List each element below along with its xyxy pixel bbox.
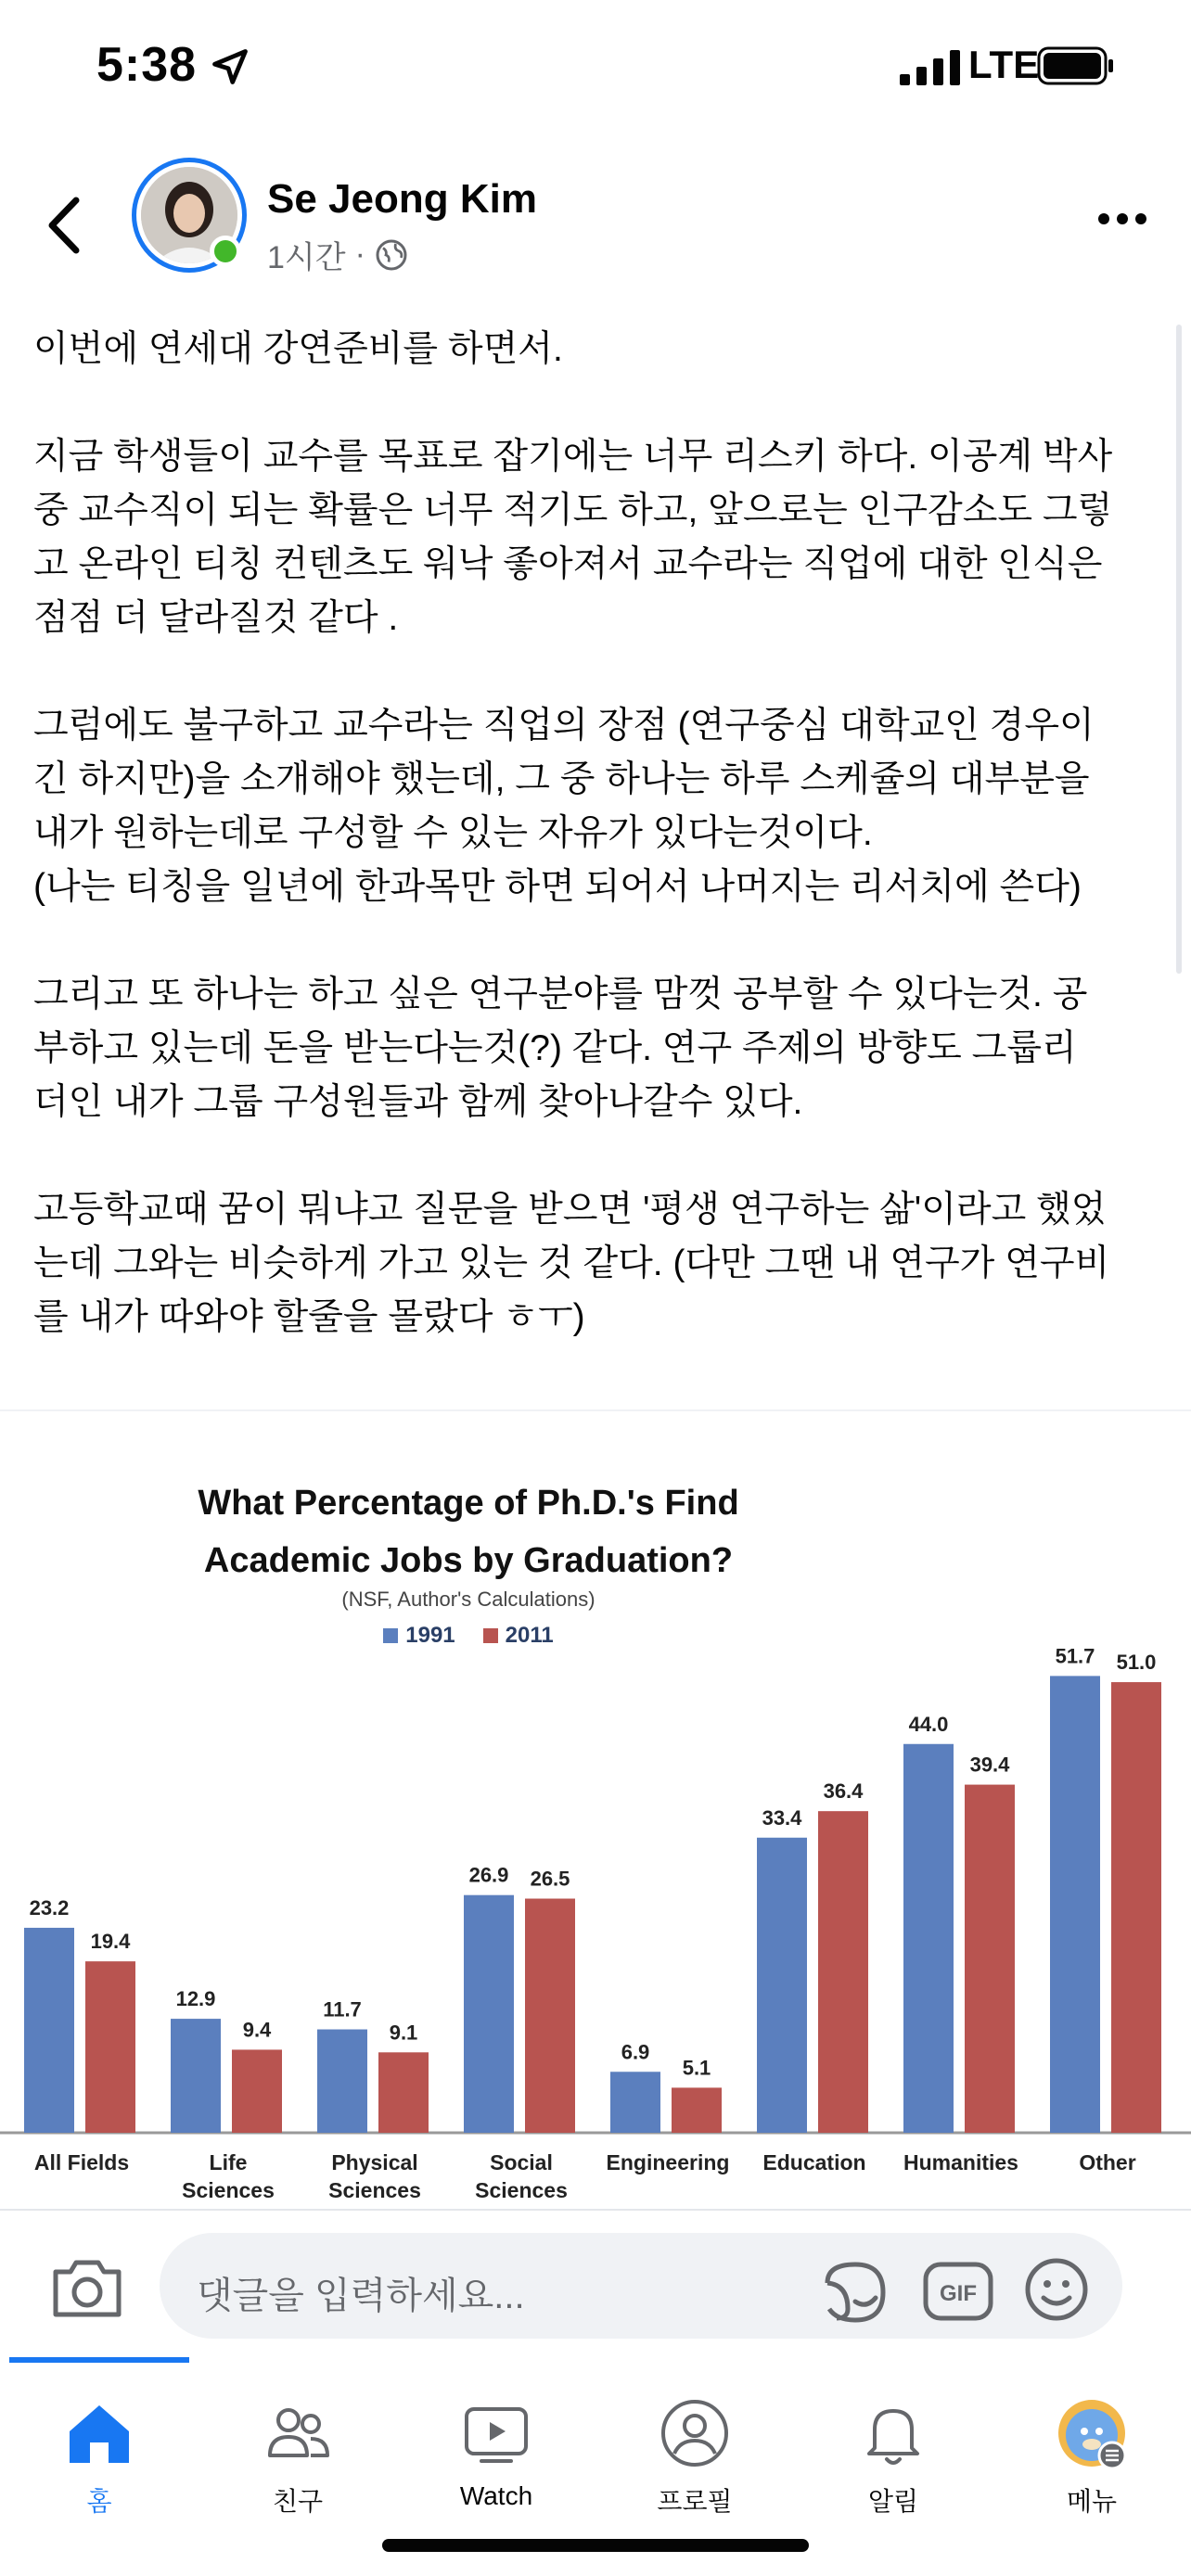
data-label-1991-4: 6.9	[621, 2040, 650, 2064]
post-text-line: 부하고 있는데 돈을 받는다는것(?) 같다. 연구 주제의 방향도 그룹리	[33, 1028, 1077, 1068]
tab-label-profile: 프로필	[657, 2487, 733, 2516]
status-bar	[0, 0, 1191, 130]
post-image-chart[interactable]	[0, 1428, 1191, 2207]
data-label-2011-1: 9.4	[242, 2018, 272, 2042]
legend-label-2011: 2011	[505, 1623, 554, 1648]
data-label-1991-7: 51.7	[1055, 1644, 1095, 1668]
location-arrow-icon	[210, 46, 250, 87]
post-text-line: (나는 티칭을 일년에 한과목만 하면 되어서 나머지는 리서치에 쓴다)	[33, 867, 1082, 907]
home-indicator	[382, 2539, 809, 2552]
post-meta	[267, 232, 408, 277]
bar-2011-4	[672, 2087, 722, 2133]
bar-2011-5	[818, 1811, 868, 2133]
tab-label-notifications: 알림	[867, 2487, 919, 2516]
tab-friends[interactable]	[198, 2379, 397, 2516]
bar-2011-2	[378, 2052, 429, 2133]
tab-label-watch: Watch	[459, 2481, 533, 2510]
bar-2011-0	[85, 1961, 135, 2133]
tab-notifications[interactable]	[794, 2379, 992, 2516]
post-divider	[0, 1409, 1191, 1411]
active-tab-indicator	[9, 2357, 189, 2363]
watch-icon	[459, 2396, 533, 2470]
category-label-6: Humanities	[903, 2150, 1018, 2174]
status-time: 5:38	[96, 38, 198, 92]
post-text-line: 지금 학생들이 교수를 목표로 잡기에는 너무 리스키 하다. 이공계 박사	[33, 437, 1113, 477]
bar-1991-1	[171, 2019, 221, 2133]
bar-1991-7	[1050, 1676, 1100, 2133]
data-label-2011-5: 36.4	[823, 1779, 864, 1804]
category-label-3: Sciences	[475, 2178, 568, 2202]
post-text-line: 긴 하지만)을 소개해야 했는데, 그 중 하나는 하루 스케쥴의 대부분을	[33, 759, 1090, 799]
scroll-indicator	[1176, 325, 1182, 974]
data-label-2011-6: 39.4	[969, 1753, 1010, 1777]
paragraph-gap	[33, 1129, 1165, 1183]
data-label-1991-5: 33.4	[762, 1805, 802, 1830]
bar-1991-3	[464, 1895, 514, 2133]
category-label-1: Sciences	[182, 2178, 275, 2202]
bar-chart	[0, 1428, 1191, 2207]
data-label-1991-1: 12.9	[175, 1987, 216, 2011]
post-text-line: 점점 더 달라질것 같다 .	[33, 598, 399, 638]
post-text-line: 를 내가 따와야 할줄을 몰랐다 ㅎㅜ)	[33, 1297, 585, 1337]
post-text-line: 이번에 연세대 강연준비를 하면서.	[33, 329, 563, 369]
chart-title-line-2: Academic Jobs by Graduation?	[203, 1541, 734, 1580]
cellular-signal-icon	[900, 48, 967, 85]
bar-1991-6	[903, 1744, 954, 2133]
post-text-line: 고등학교때 꿈이 뭐냐고 질문을 받으면 '평생 연구하는 삶'이라고 했었	[33, 1190, 1107, 1230]
friends-icon	[261, 2396, 335, 2470]
category-label-1: Life	[209, 2150, 248, 2174]
bar-2011-6	[965, 1785, 1015, 2133]
chart-title-line-1: What Percentage of Ph.D.'s Find	[198, 1484, 739, 1523]
post-header	[0, 158, 1191, 287]
data-label-2011-2: 9.1	[389, 2021, 418, 2045]
post-text-line: 고 온라인 티칭 컨텐츠도 워낙 좋아져서 교수라는 직업에 대한 인식은	[33, 544, 1103, 584]
category-label-7: Other	[1079, 2150, 1136, 2174]
tab-menu[interactable]	[992, 2379, 1191, 2516]
data-label-2011-7: 51.0	[1116, 1651, 1157, 1675]
category-label-4: Engineering	[606, 2150, 730, 2174]
category-label-5: Education	[762, 2150, 866, 2174]
data-label-1991-6: 44.0	[908, 1712, 949, 1736]
author-name[interactable]: Se Jeong Kim	[267, 176, 537, 222]
bar-1991-4	[610, 2072, 660, 2133]
tab-label-friends: 친구	[272, 2487, 324, 2516]
home-icon	[62, 2396, 136, 2470]
sticker-icon[interactable]	[820, 2257, 890, 2327]
bar-1991-0	[24, 1928, 74, 2133]
tab-label-home: 홈	[86, 2487, 112, 2516]
emoji-icon[interactable]	[1024, 2257, 1089, 2322]
category-label-3: Social	[490, 2150, 553, 2174]
profile-icon	[658, 2396, 732, 2470]
back-arrow-icon[interactable]	[43, 193, 87, 258]
bar-2011-3	[525, 1899, 575, 2134]
camera-icon[interactable]	[50, 2255, 124, 2320]
post-time: 1시간	[267, 240, 346, 275]
globe-icon	[375, 238, 408, 272]
data-label-2011-3: 26.5	[530, 1867, 570, 1891]
bar-2011-7	[1111, 1682, 1161, 2133]
bar-2011-1	[232, 2049, 282, 2133]
post-text-line: 그리고 또 하나는 하고 싶은 연구분야를 맘껏 공부할 수 있다는것. 공	[33, 975, 1088, 1014]
tab-label-menu: 메뉴	[1066, 2487, 1118, 2516]
online-status-indicator	[210, 236, 241, 267]
data-label-2011-0: 19.4	[90, 1930, 131, 1954]
network-type: LTE	[968, 43, 1040, 86]
paragraph-gap	[33, 914, 1165, 968]
more-options-icon[interactable]	[1096, 210, 1148, 228]
category-label-0: All Fields	[33, 2150, 130, 2174]
comment-bar	[0, 2209, 1191, 2359]
paragraph-gap	[33, 376, 1165, 430]
tab-profile[interactable]	[596, 2379, 794, 2516]
post-text-line: 는데 그와는 비슷하게 가고 있는 것 같다. (다만 그땐 내 연구가 연구비	[33, 1243, 1110, 1283]
menu-avatar-icon	[1055, 2396, 1129, 2470]
legend-label-1991: 1991	[405, 1623, 455, 1648]
data-label-1991-3: 26.9	[468, 1863, 509, 1887]
category-label-2: Sciences	[328, 2178, 421, 2202]
category-label-2: Physical	[331, 2150, 418, 2174]
post-text-line: 내가 원하는데로 구성할 수 있는 자유가 있다는것이다.	[33, 813, 873, 853]
meta-separator: ·	[354, 236, 365, 272]
tab-home[interactable]	[0, 2379, 198, 2516]
battery-icon	[1037, 46, 1115, 85]
post-body	[33, 323, 1165, 1345]
post-text-line: 그럼에도 불구하고 교수라는 직업의 장점 (연구중심 대학교인 경우이	[33, 706, 1095, 746]
svg-text:GIF: GIF	[940, 2281, 977, 2306]
tab-watch[interactable]	[397, 2379, 596, 2509]
data-label-1991-2: 11.7	[323, 1997, 362, 2021]
bar-1991-5	[757, 1838, 807, 2133]
gif-icon[interactable]	[922, 2261, 994, 2322]
data-label-1991-0: 23.2	[29, 1895, 70, 1919]
post-text-line: 중 교수직이 되는 확률은 너무 적기도 하고, 앞으로는 인구감소도 그렇	[33, 491, 1113, 530]
bar-1991-2	[317, 2030, 367, 2133]
post-text-line: 더인 내가 그룹 구성원들과 함께 찾아나갈수 있다.	[33, 1082, 803, 1122]
data-label-2011-4: 5.1	[682, 2056, 711, 2080]
paragraph-gap	[33, 645, 1165, 699]
bell-icon	[856, 2396, 930, 2470]
comment-placeholder: 댓글을 입력하세요...	[197, 2276, 525, 2316]
chart-subtitle: (NSF, Author's Calculations)	[341, 1588, 596, 1611]
